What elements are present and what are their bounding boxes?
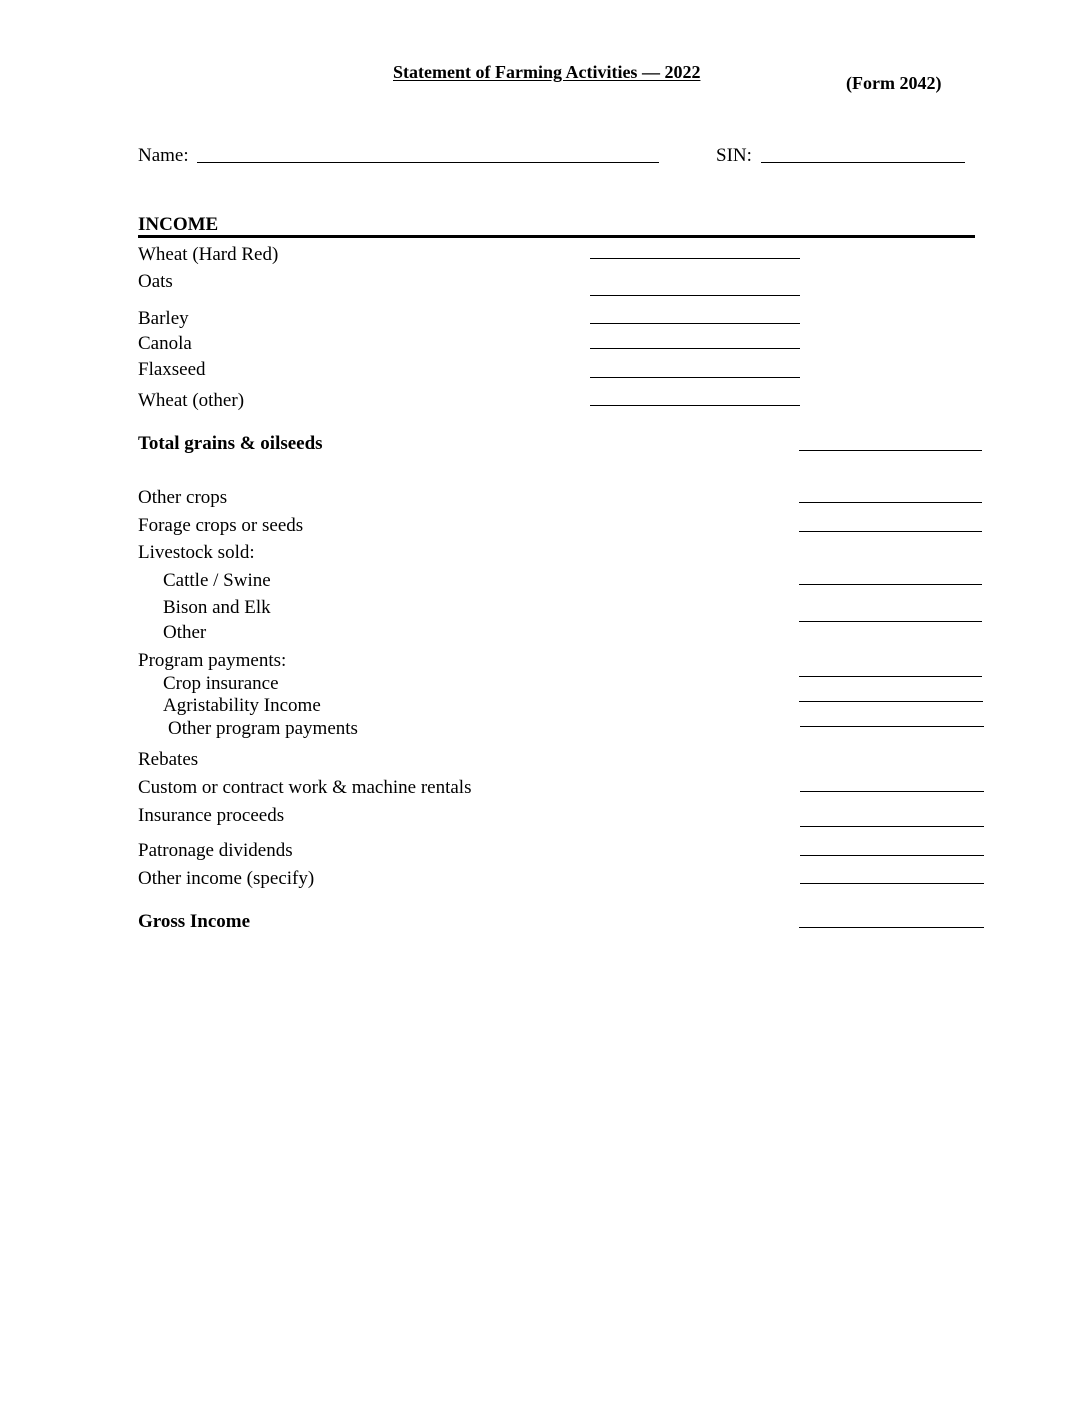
form-number: (Form 2042) xyxy=(846,73,942,93)
bison-elk-field[interactable] xyxy=(799,621,982,622)
other-income-label: Other income (specify) xyxy=(138,868,315,889)
sin-field[interactable] xyxy=(761,162,965,163)
gross-income-label: Gross Income xyxy=(138,911,251,932)
forage-crops-label: Forage crops or seeds xyxy=(138,515,304,536)
flaxseed-field[interactable] xyxy=(590,377,800,378)
wheat-other-label: Wheat (other) xyxy=(138,390,245,411)
crop-insurance-field[interactable] xyxy=(799,701,983,702)
sin-label: SIN: xyxy=(716,145,752,166)
livestock-other-label: Other xyxy=(163,622,207,643)
cattle-swine-label: Cattle / Swine xyxy=(163,570,271,591)
oats-field[interactable] xyxy=(590,295,800,296)
custom-work-label: Custom or contract work & machine rentals xyxy=(138,777,472,798)
total-grains-label: Total grains & oilseeds xyxy=(138,433,323,454)
income-heading-rule xyxy=(138,235,975,238)
barley-label: Barley xyxy=(138,308,189,329)
other-crops-field[interactable] xyxy=(799,502,982,503)
form-title: Statement of Farming Activities — 2022 xyxy=(393,62,701,82)
program-payments-field[interactable] xyxy=(799,676,982,677)
income-heading: INCOME xyxy=(138,214,219,235)
bison-elk-label: Bison and Elk xyxy=(163,597,271,618)
wheat-other-field[interactable] xyxy=(590,405,800,406)
cattle-swine-field[interactable] xyxy=(799,584,982,585)
agristability-field[interactable] xyxy=(800,726,984,727)
other-income-field[interactable] xyxy=(800,883,984,884)
custom-work-field[interactable] xyxy=(800,791,984,792)
total-grains-field[interactable] xyxy=(799,450,982,451)
other-program-label: Other program payments xyxy=(168,718,358,739)
rebates-label: Rebates xyxy=(138,749,199,770)
flaxseed-label: Flaxseed xyxy=(138,359,206,380)
other-crops-label: Other crops xyxy=(138,487,228,508)
patronage-dividends-label: Patronage dividends xyxy=(138,840,293,861)
wheat-hard-red-field[interactable] xyxy=(590,258,800,259)
crop-insurance-label: Crop insurance xyxy=(163,673,279,694)
name-field[interactable] xyxy=(197,162,659,163)
livestock-sold-label: Livestock sold: xyxy=(138,542,255,563)
wheat-hard-red-label: Wheat (Hard Red) xyxy=(138,244,279,265)
canola-field[interactable] xyxy=(590,348,800,349)
insurance-proceeds-label: Insurance proceeds xyxy=(138,805,285,826)
name-label: Name: xyxy=(138,145,189,166)
patronage-dividends-field[interactable] xyxy=(800,855,984,856)
canola-label: Canola xyxy=(138,333,192,354)
agristability-label: Agristability Income xyxy=(163,695,321,716)
program-payments-label: Program payments: xyxy=(138,650,287,671)
oats-label: Oats xyxy=(138,271,173,292)
barley-field[interactable] xyxy=(590,323,800,324)
forage-crops-field[interactable] xyxy=(799,531,982,532)
insurance-proceeds-field[interactable] xyxy=(800,826,984,827)
gross-income-field[interactable] xyxy=(799,927,984,928)
